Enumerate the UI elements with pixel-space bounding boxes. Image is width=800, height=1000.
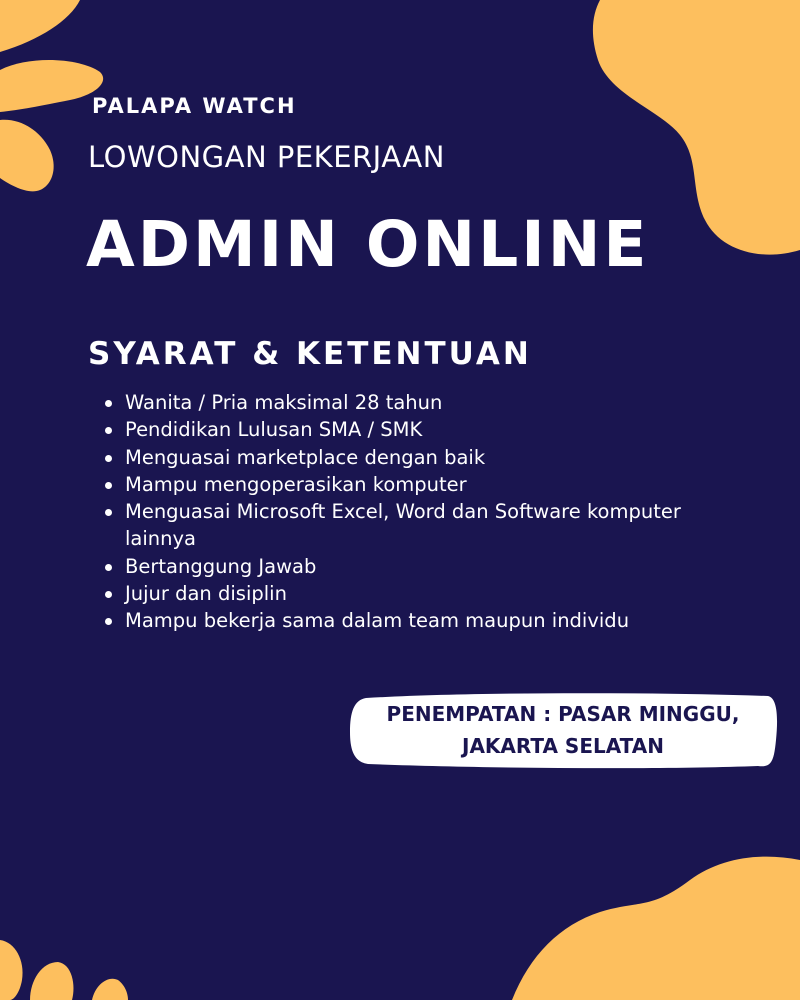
blob-bottom-right (512, 857, 800, 1000)
brand-name: PALAPA WATCH (92, 94, 297, 118)
requirement-item: Wanita / Pria maksimal 28 tahun (98, 389, 718, 416)
placement-text (367, 698, 760, 762)
blob-left-petal (0, 60, 103, 112)
requirement-item: Menguasai Microsoft Excel, Word dan Software komputer lainnya (98, 498, 718, 553)
placement-badge (348, 690, 778, 770)
blob-bottom-left-1 (0, 940, 23, 1000)
requirement-item: Jujur dan disiplin (98, 580, 718, 607)
requirement-item: Mampu bekerja sama dalam team maupun individu (98, 607, 718, 634)
requirement-item: Menguasai marketplace dengan baik (98, 444, 718, 471)
blob-bottom-left-2 (30, 962, 73, 1000)
requirements-list (98, 389, 718, 635)
requirement-item: Mampu mengoperasikan komputer (98, 471, 718, 498)
blob-left-petal-2 (0, 120, 54, 192)
requirement-item: Bertanggung Jawab (98, 553, 718, 580)
job-title-headline: ADMIN ONLINE (86, 208, 650, 281)
placement-line-1: PENEMPATAN : PASAR MINGGU, (386, 702, 740, 726)
requirement-item: Pendidikan Lulusan SMA / SMK (98, 416, 718, 443)
blob-top-left (0, 0, 80, 52)
placement-line-2: JAKARTA SELATAN (462, 734, 664, 758)
page-subtitle: LOWONGAN PEKERJAAN (88, 140, 445, 174)
requirements-title: SYARAT & KETENTUAN (88, 336, 532, 372)
blob-bottom-left-3 (92, 979, 128, 1000)
